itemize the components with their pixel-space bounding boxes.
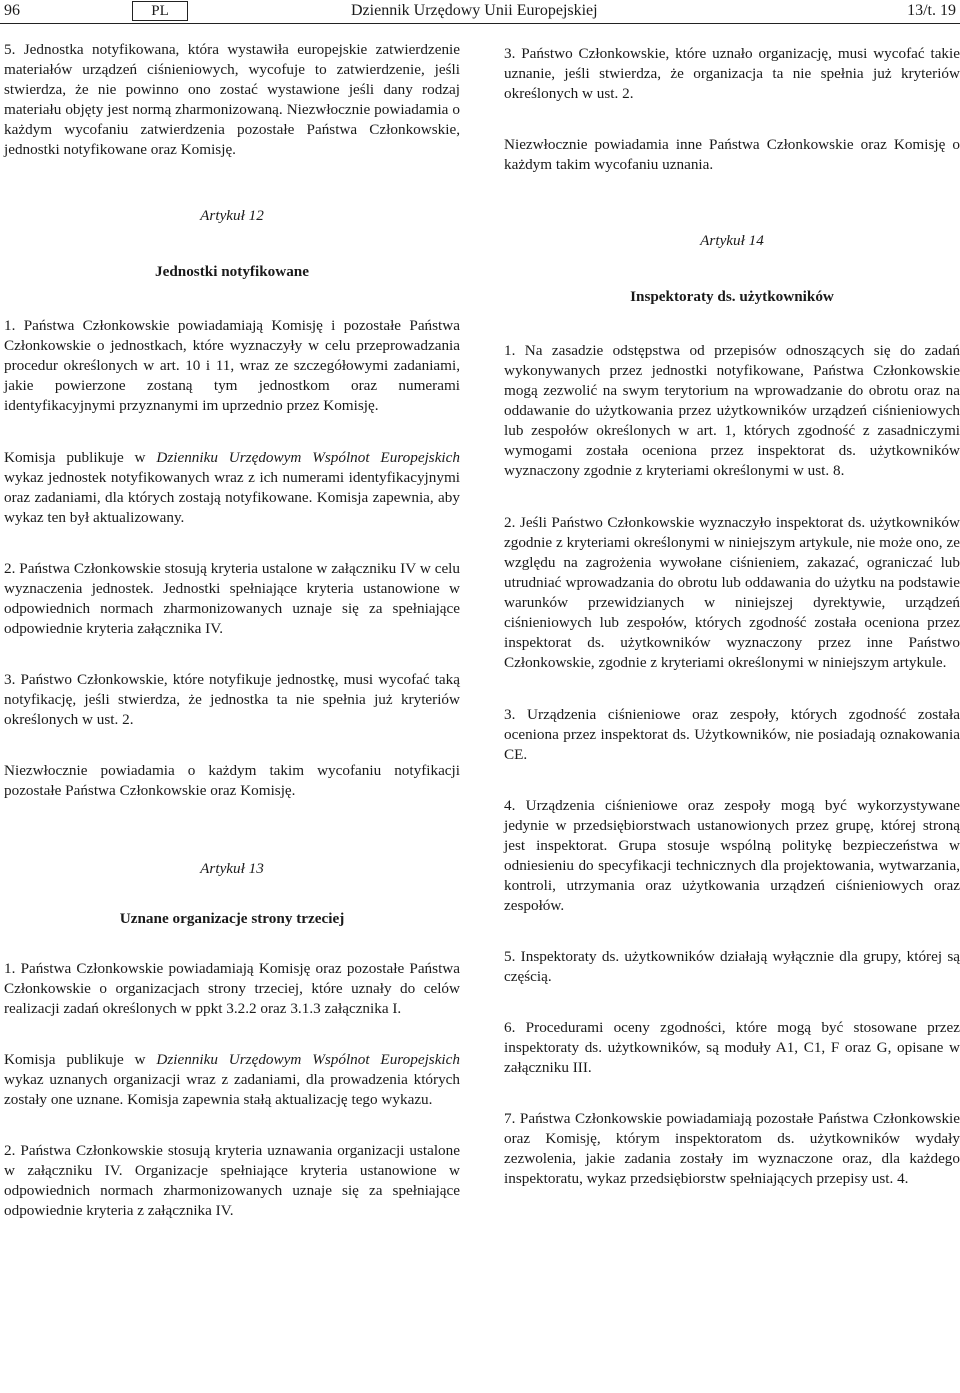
article-number: Artykuł 12 <box>200 207 264 224</box>
paragraph: Komisja publikuje w Dzienniku Urzędowym Wspólnot Europejskich wykaz jednostek notyfikowanych wraz z ich numerami identyfikacyjnymi oraz zadaniami, dla których zostają notyfikowane. Komisja zapewnia, aby wykaz ten był aktualizowany. <box>4 449 460 526</box>
article-number: Artykuł 13 <box>200 860 264 877</box>
paragraph: 1. Państwa Członkowskie powiadamiają Komisję i pozostałe Państwa Członkowskie o jednostkach, które wyznaczyły w celu przeprowadzania procedur określonych w art. 10 i 11, wraz ze szczegółowymi zadaniami, jakie powierzone zostaną tym jednostkom oraz numerami identyfikacyjnymi przyznanymi im uprzednio przez Komisję. <box>4 317 460 414</box>
paragraph: 2. Państwa Członkowskie stosują kryteria ustalone w załączniku IV w celu wyznaczenia jednostek. Jednostki spełniające kryteria ustanowione w odpowiednich normach zharmonizowanych uznaje się za spełniające odpowiednie kryteria załącznika IV. <box>4 560 460 637</box>
right-column <box>504 40 960 1189</box>
paragraph: Komisja publikuje w Dzienniku Urzędowym Wspólnot Europejskich wykaz uznanych organizacji wraz z zadaniami, dla prowadzenia których zostały one uznane. Komisja zapewnia stałą aktualizację tego wykazu. <box>4 1051 460 1108</box>
journal-name: Dzienniku Urzędowym Wspólnot Europejskich <box>156 449 460 466</box>
paragraph: 5. Inspektoraty ds. użytkowników działają wyłącznie dla grupy, której są częścią. <box>504 948 960 985</box>
page-number: 96 <box>4 2 20 19</box>
paragraph: 6. Procedurami oceny zgodności, które mogą być stosowane przez inspektoraty ds. użytkowników, są moduły A1, C1, F oraz G, opisane w załączniku III. <box>504 1019 960 1076</box>
article-title: Inspektoraty ds. użytkowników <box>630 288 834 305</box>
paragraph: 2. Państwa Członkowskie stosują kryteria uznawania organizacji ustalone w załączniku IV. Organizacje spełniające kryteria ustanowione w odpowiednich normach zharmonizowanych uznaje się za spełniające odpowiednie kryteria z załącznika IV. <box>4 1142 460 1219</box>
paragraph: 3. Państwo Członkowskie, które uznało organizację, musi wycofać takie uznanie, jeśli stwierdza, że organizacja ta nie spełnia już kryteriów określonych w ust. 2. <box>504 45 960 102</box>
paragraph: 3. Państwo Członkowskie, które notyfikuje jednostkę, musi wycofać taką notyfikację, jeśli stwierdza, że jednostka ta nie spełnia już kryteriów określonych w ust. 2. <box>4 671 460 728</box>
paragraph: 2. Jeśli Państwo Członkowskie wyznaczyło inspektorat ds. użytkowników zgodnie z kryteriami określonymi w niniejszym artykule, nie może ono, ze względu na zagrożenia wywołane ciśnieniem, zakazać, ograniczać lub utrudniać wprowadzania do obrotu lub oddawania do użytku na podstawie warunków przewidzianych w niniejszej dyrektywie, urządzeń ciśnieniowych lub zespołów, których zgodność została oceniona przez inspektorat ds. użytkowników wyznaczony przez inne Państwo Członkowskie, zgodnie z kryteriami określonymi w niniejszym artykule. <box>504 514 960 671</box>
page-header <box>0 0 960 24</box>
article-title: Jednostki notyfikowane <box>154 263 309 280</box>
paragraph: 1. Państwa Członkowskie powiadamiają Komisję oraz pozostałe Państwa Członkowskie o organizacjach strony trzeciej, które uznały do celów realizacji zadań określonych w ppkt 3.2.2 oraz 3.1.3 załącznika I. <box>4 960 460 1017</box>
header-divider <box>0 23 960 24</box>
article-title: Uznane organizacje strony trzeciej <box>119 910 345 927</box>
left-column <box>4 40 460 1221</box>
paragraph: 5. Jednostka notyfikowana, która wystawiła europejskie zatwierdzenie materiałów urządzeń ciśnieniowych, wycofuje to zatwierdzenie, jeśli stwierdza, że nie powinno ono zostać wystawione jeśli dany rodzaj materiału objęty jest normą zharmonizowaną. Niezwłocznie powiadamia o każdym wycofaniu zatwierdzenia pozostałe Państwa Członkowskie, jednostki notyfikowane oraz Komisję. <box>4 41 460 158</box>
paragraph: 7. Państwa Członkowskie powiadamiają pozostałe Państwa Członkowskie oraz Komisję, którym inspektoratom ds. użytkowników wydały zezwolenia, jakie zadania zostały im wyznaczone oraz, dla każdego inspektoratu, wykaz przedsiębiorstw spełniających przepisy ust. 4. <box>504 1110 960 1187</box>
paragraph: 1. Na zasadzie odstępstwa od przepisów odnoszących się do zadań wykonywanych przez jednostki notyfikowane, Państwa Członkowskie mogą zezwolić na swym terytorium na wprowadzanie do obrotu oraz na oddawanie do użytkowania przez użytkowników urządzeń ciśnieniowych lub zespołów określonych w art. 1, których zgodność z zasadniczymi wymogami została oceniona przez inspektorat ds. użytkowników wyznaczony zgodnie z kryteriami określonymi w ust. 8. <box>504 342 960 479</box>
article-number: Artykuł 14 <box>700 232 764 249</box>
language-badge: PL <box>132 1 188 21</box>
paragraph: Niezwłocznie powiadamia inne Państwa Członkowskie oraz Komisję o każdym takim wycofaniu uznania. <box>504 136 960 173</box>
journal-name: Dzienniku Urzędowym Wspólnot Europejskich <box>156 1051 460 1068</box>
paragraph: 3. Urządzenia ciśnieniowe oraz zespoły, których zgodność została oceniona przez inspektorat ds. Użytkowników, nie posiadają oznakowania CE. <box>504 706 960 763</box>
journal-title: Dziennik Urzędowy Unii Europejskiej <box>351 2 598 19</box>
paragraph: 4. Urządzenia ciśnieniowe oraz zespoły mogą być wykorzystywane jedynie w przedsiębiorstwach ustanowionych przez grupę, której stroną jest inspektorat. Grupa stosuje wspólną politykę bezpieczeństwa w odniesieniu do specyfikacji technicznych dla projektowania, wytwarzania, kontroli, utrzymania oraz użytkowania urządzeń ciśnieniowych oraz zespołów. <box>504 797 960 914</box>
paragraph: Niezwłocznie powiadamia o każdym takim wycofaniu notyfikacji pozostałe Państwa Członkowskie oraz Komisję. <box>4 762 460 799</box>
issue-reference: 13/t. 19 <box>907 2 956 19</box>
